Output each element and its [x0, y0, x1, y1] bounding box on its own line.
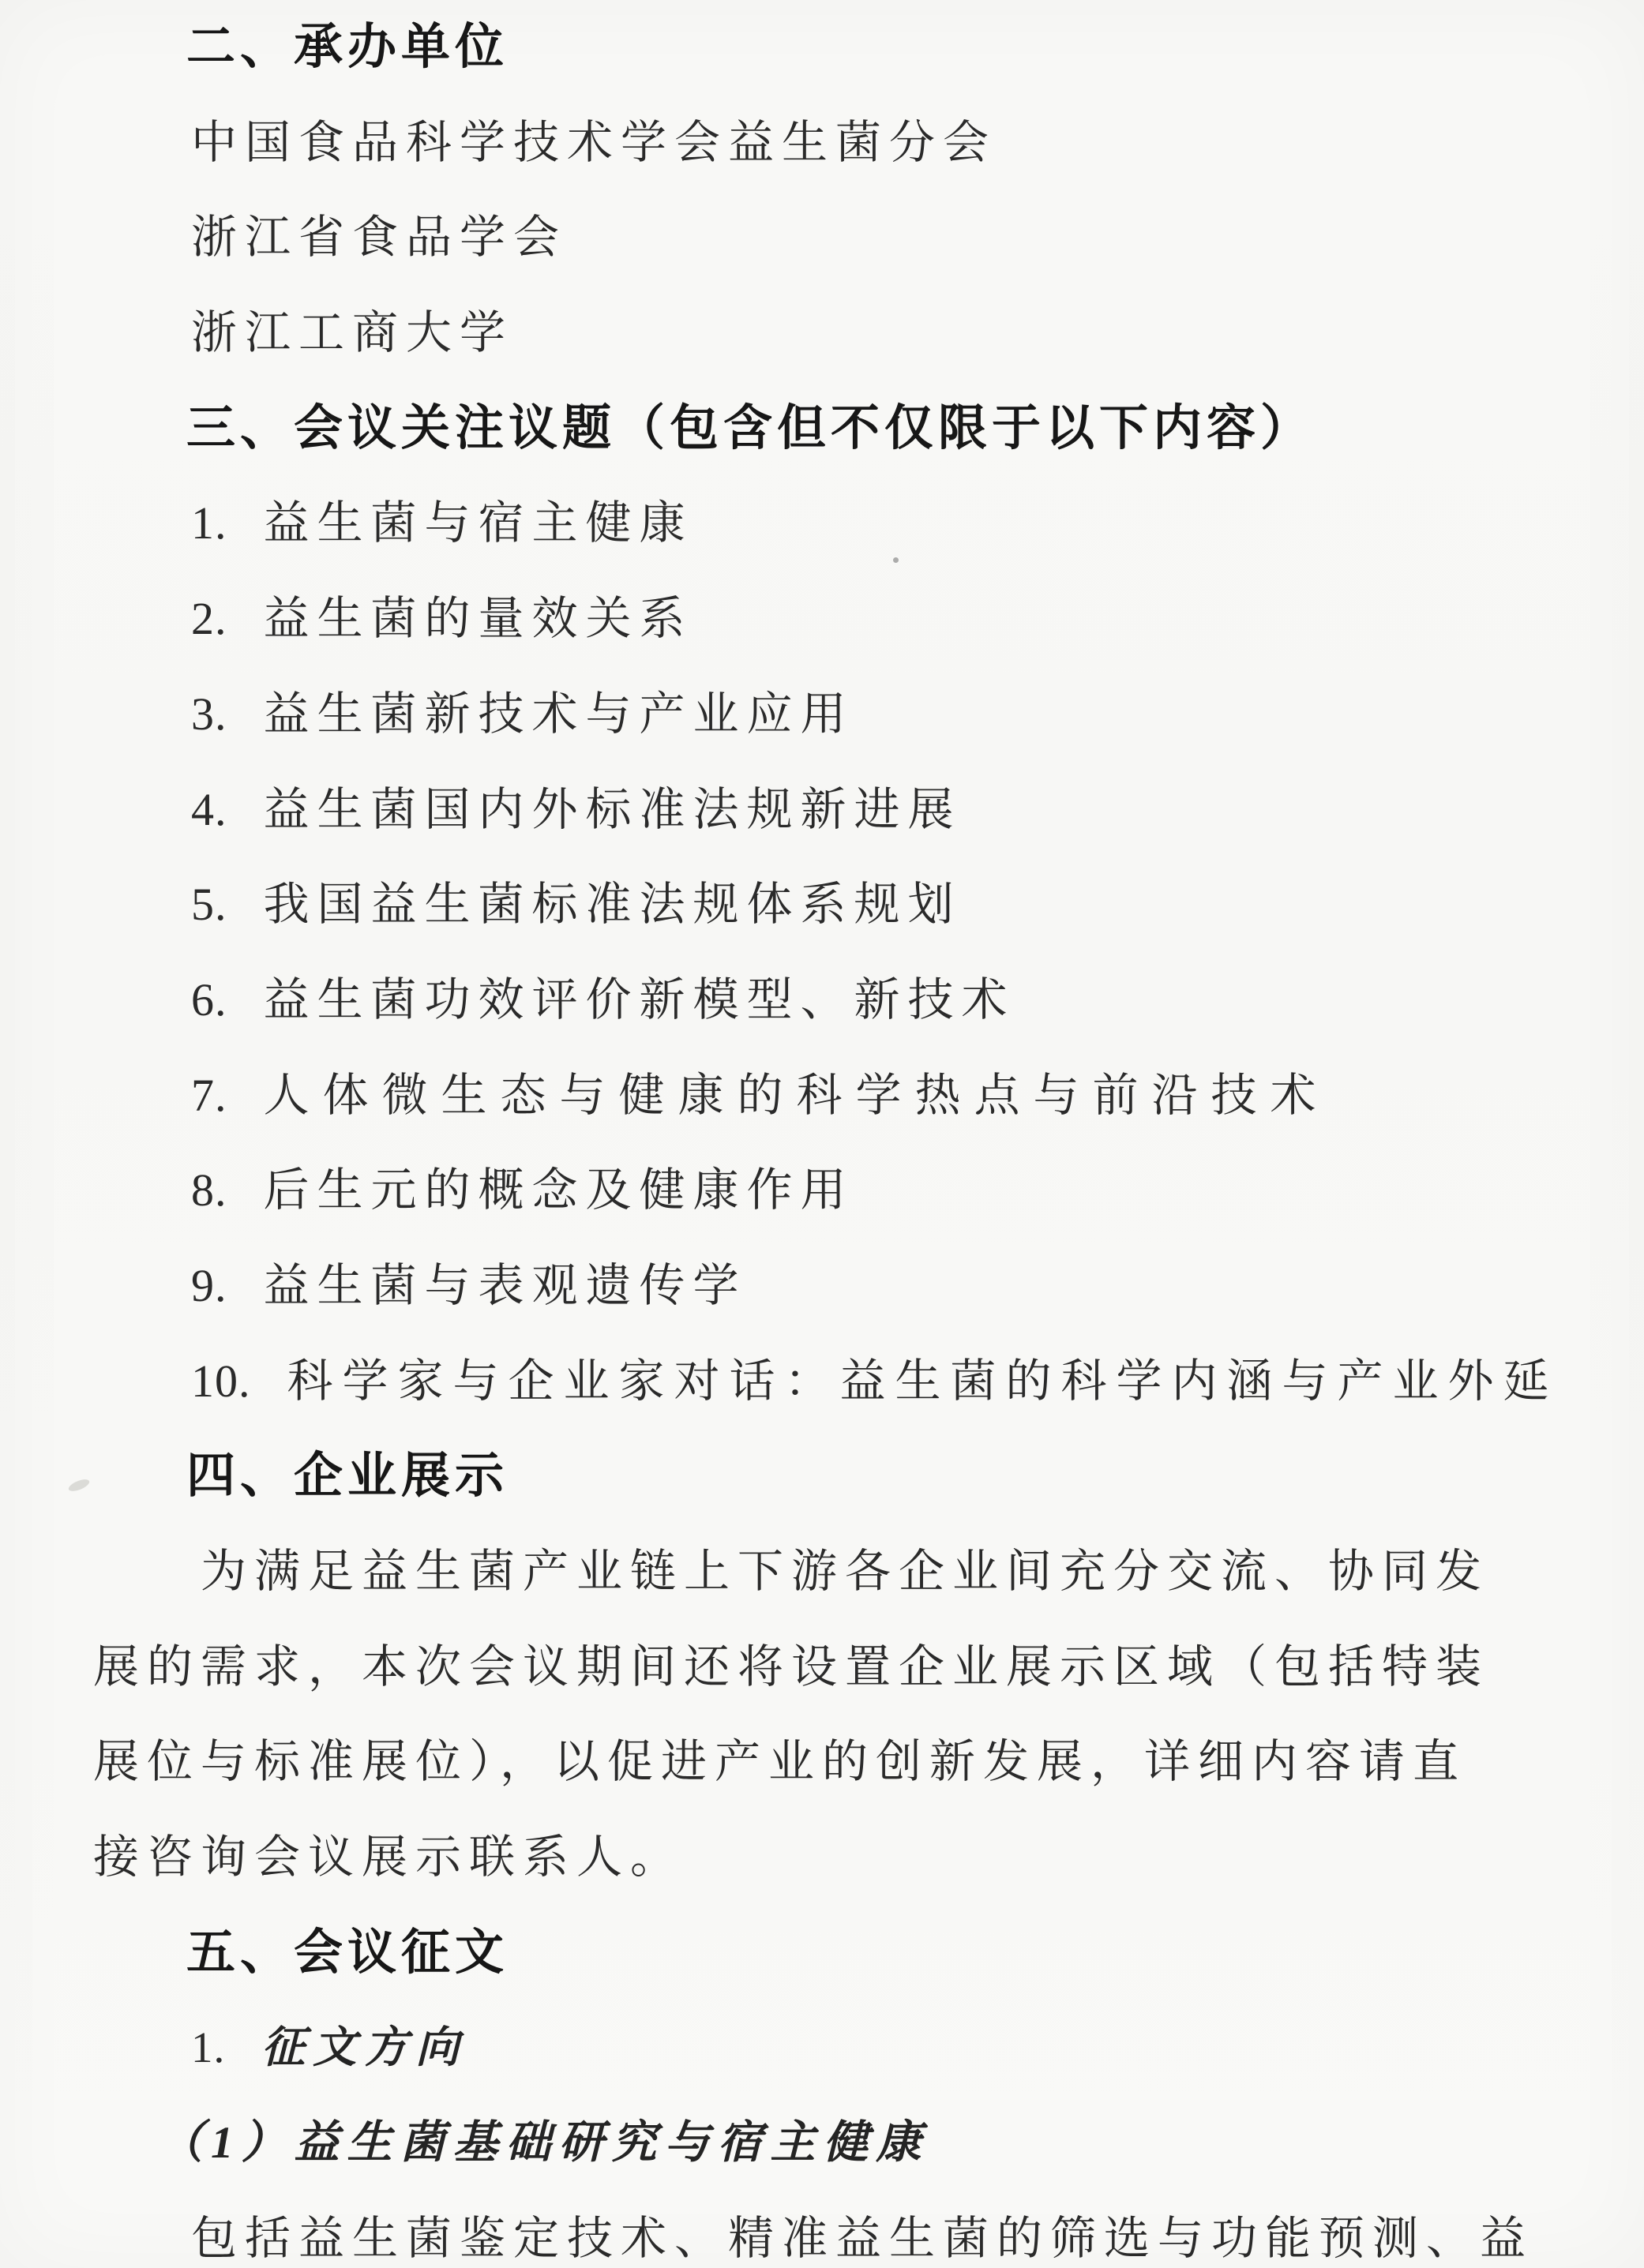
call-for-papers-subitem-text: 征文方向 — [261, 2023, 467, 2072]
scan-artifact-smudge — [67, 1477, 91, 1494]
topic-item — [191, 1143, 1644, 1239]
organizer-item: 浙江工商大学 — [191, 307, 514, 359]
topic-item — [191, 476, 1644, 572]
topic-item — [191, 1334, 1644, 1430]
topic-item-text: 益生菌与宿主健康 — [263, 497, 693, 549]
topic-item-text: 人体微生态与健康的科学热点与前沿技术 — [263, 1069, 1330, 1121]
exhibition-paragraph-line: 展位与标准展位），以促进产业的创新发展，详细内容请直 — [93, 1736, 1467, 1788]
organizer-item: 浙江省食品学会 — [191, 212, 568, 264]
topic-item — [191, 572, 1644, 667]
topic-item-number: 10. — [191, 1355, 251, 1407]
topic-item-number: 9. — [191, 1259, 227, 1311]
section-heading-exhibition: 四、企业展示 — [186, 1449, 509, 1504]
exhibition-paragraph-line: 展的需求，本次会议期间还将设置企业展示区域（包括特装 — [93, 1640, 1490, 1693]
topic-item-text: 益生菌与表观遗传学 — [263, 1259, 747, 1311]
paper-direction-heading: （1）益生菌基础研究与宿主健康 — [158, 2118, 929, 2169]
exhibition-paragraph-line: 接咨询会议展示联系人。 — [93, 1831, 685, 1884]
topic-item — [191, 763, 1644, 858]
paper-direction-body-line: 包括益生菌鉴定技术、精准益生菌的筛选与功能预测、益 — [191, 2212, 1534, 2264]
topic-item-text: 益生菌的量效关系 — [263, 593, 693, 645]
section-heading-topics: 三、会议关注议题（包含但不仅限于以下内容） — [186, 400, 1315, 455]
topic-item-number: 6. — [191, 973, 227, 1025]
call-for-papers-subitem — [191, 2000, 1644, 2096]
topic-item — [191, 953, 1644, 1048]
organizer-item: 中国食品科学技术学会益生菌分会 — [191, 116, 997, 168]
topic-item-number: 1. — [191, 497, 227, 549]
topic-item — [191, 1239, 1644, 1334]
topic-item-text: 益生菌新技术与产业应用 — [263, 688, 854, 740]
topic-item-text: 我国益生菌标准法规体系规划 — [263, 879, 962, 931]
section-heading-call-for-papers: 五、会议征文 — [186, 1925, 509, 1980]
topic-item-number: 3. — [191, 688, 227, 740]
topic-item-number: 7. — [191, 1069, 227, 1121]
section-heading-organizers: 二、承办单位 — [186, 20, 509, 74]
call-for-papers-subitem-number: 1. — [191, 2023, 226, 2072]
exhibition-paragraph-line: 为满足益生菌产业链上下游各企业间充分交流、协同发 — [201, 1546, 1490, 1597]
scan-artifact-dot — [893, 557, 899, 563]
topic-item-text: 后生元的概念及健康作用 — [263, 1164, 854, 1216]
topic-item-number: 4. — [191, 783, 227, 835]
topic-item-number: 5. — [191, 879, 227, 931]
topic-item-text: 益生菌国内外标准法规新进展 — [263, 783, 962, 835]
topic-item-number: 2. — [191, 593, 227, 645]
topic-item — [191, 1048, 1644, 1144]
topic-item-number: 8. — [191, 1164, 227, 1216]
topic-item — [191, 857, 1644, 953]
topic-item-text: 益生菌功效评价新模型、新技术 — [263, 973, 1015, 1025]
topic-item — [191, 667, 1644, 763]
topic-item-text: 科学家与企业家对话：益生菌的科学内涵与产业外延 — [287, 1355, 1559, 1407]
